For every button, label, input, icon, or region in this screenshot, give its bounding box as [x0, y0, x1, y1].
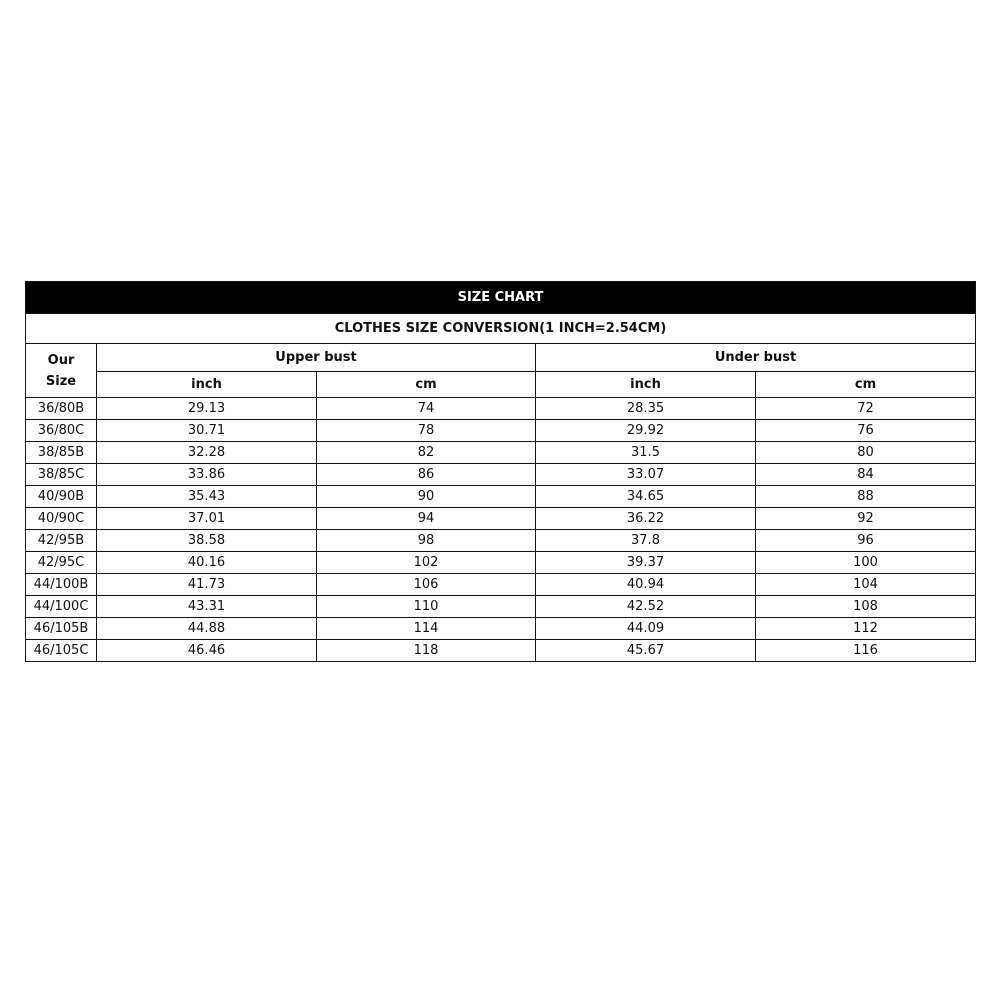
upper-bust-cm-cell: 106	[317, 574, 536, 596]
upper-bust-inch-cell: 40.16	[97, 552, 317, 574]
chart-subtitle: CLOTHES SIZE CONVERSION(1 INCH=2.54CM)	[26, 314, 976, 344]
size-cell: 40/90B	[26, 486, 97, 508]
size-cell: 42/95C	[26, 552, 97, 574]
upper-bust-cm-cell: 90	[317, 486, 536, 508]
upper-bust-cm-cell: 98	[317, 530, 536, 552]
under-bust-cm-cell: 100	[756, 552, 976, 574]
upper-bust-inch-cell: 43.31	[97, 596, 317, 618]
under-bust-inch-cell: 31.5	[536, 442, 756, 464]
under-bust-cm-cell: 92	[756, 508, 976, 530]
size-chart	[25, 281, 975, 662]
upper-bust-inch-cell: 30.71	[97, 420, 317, 442]
under-bust-inch-cell: 45.67	[536, 640, 756, 662]
table-row	[26, 596, 976, 618]
under-bust-inch-cell: 39.37	[536, 552, 756, 574]
under-bust-inch-cell: 29.92	[536, 420, 756, 442]
upper-bust-cm-cell: 110	[317, 596, 536, 618]
upper-bust-cm-cell: 78	[317, 420, 536, 442]
table-row	[26, 398, 976, 420]
size-cell: 44/100B	[26, 574, 97, 596]
under-bust-inch-cell: 37.8	[536, 530, 756, 552]
upper-bust-cm-cell: 74	[317, 398, 536, 420]
upper-bust-inch-cell: 38.58	[97, 530, 317, 552]
upper-bust-inch-cell: 32.28	[97, 442, 317, 464]
under-bust-cm-cell: 112	[756, 618, 976, 640]
under-bust-cm-cell: 104	[756, 574, 976, 596]
under-bust-cm-cell: 88	[756, 486, 976, 508]
upper-bust-cm-cell: 94	[317, 508, 536, 530]
table-row	[26, 640, 976, 662]
upper-bust-inch-cell: 37.01	[97, 508, 317, 530]
under-bust-inch-cell: 28.35	[536, 398, 756, 420]
upper-bust-inch-cell: 35.43	[97, 486, 317, 508]
upper-bust-inch-cell: 33.86	[97, 464, 317, 486]
our-size-header-line2: Size	[45, 373, 77, 389]
size-cell: 36/80B	[26, 398, 97, 420]
table-row	[26, 530, 976, 552]
table-row	[26, 486, 976, 508]
size-cell: 36/80C	[26, 420, 97, 442]
under-bust-cm-cell: 84	[756, 464, 976, 486]
table-row	[26, 442, 976, 464]
size-chart-table	[25, 281, 976, 662]
table-row	[26, 574, 976, 596]
table-row	[26, 618, 976, 640]
upper-bust-cm-cell: 114	[317, 618, 536, 640]
table-row	[26, 420, 976, 442]
under-bust-cm-cell: 108	[756, 596, 976, 618]
upper-bust-inch-cell: 46.46	[97, 640, 317, 662]
chart-title: SIZE CHART	[26, 282, 976, 314]
table-row	[26, 552, 976, 574]
size-cell: 46/105C	[26, 640, 97, 662]
upper-bust-inch-cell: 41.73	[97, 574, 317, 596]
under-bust-inch-cell: 40.94	[536, 574, 756, 596]
upper-bust-cm-cell: 102	[317, 552, 536, 574]
upper-bust-cm-header: cm	[317, 372, 536, 398]
upper-bust-cm-cell: 86	[317, 464, 536, 486]
under-bust-cm-cell: 96	[756, 530, 976, 552]
size-cell: 46/105B	[26, 618, 97, 640]
under-bust-cm-cell: 116	[756, 640, 976, 662]
under-bust-header: Under bust	[536, 344, 976, 372]
under-bust-inch-cell: 36.22	[536, 508, 756, 530]
under-bust-cm-cell: 72	[756, 398, 976, 420]
upper-bust-cm-cell: 118	[317, 640, 536, 662]
upper-bust-header: Upper bust	[97, 344, 536, 372]
size-cell: 42/95B	[26, 530, 97, 552]
under-bust-inch-cell: 42.52	[536, 596, 756, 618]
size-cell: 38/85B	[26, 442, 97, 464]
upper-bust-inch-cell: 44.88	[97, 618, 317, 640]
under-bust-cm-cell: 76	[756, 420, 976, 442]
size-cell: 40/90C	[26, 508, 97, 530]
under-bust-cm-header: cm	[756, 372, 976, 398]
upper-bust-inch-cell: 29.13	[97, 398, 317, 420]
table-row	[26, 464, 976, 486]
under-bust-inch-header: inch	[536, 372, 756, 398]
size-cell: 38/85C	[26, 464, 97, 486]
table-row	[26, 508, 976, 530]
under-bust-inch-cell: 33.07	[536, 464, 756, 486]
under-bust-cm-cell: 80	[756, 442, 976, 464]
under-bust-inch-cell: 44.09	[536, 618, 756, 640]
under-bust-inch-cell: 34.65	[536, 486, 756, 508]
size-cell: 44/100C	[26, 596, 97, 618]
upper-bust-cm-cell: 82	[317, 442, 536, 464]
our-size-header-line1: Our	[47, 352, 75, 368]
our-size-header	[26, 344, 97, 398]
upper-bust-inch-header: inch	[97, 372, 317, 398]
